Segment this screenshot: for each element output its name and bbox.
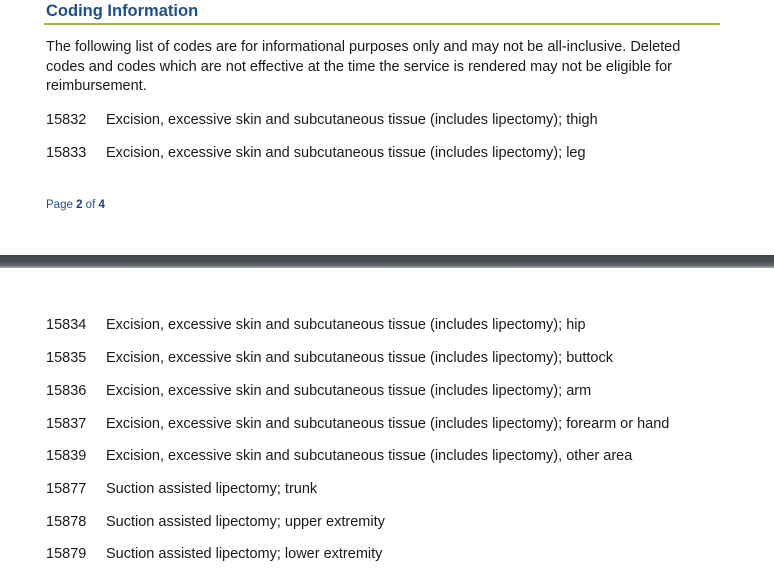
code-description: Excision, excessive skin and subcutaneous tissue (includes lipectomy); arm <box>106 383 592 399</box>
code-number: 15832 <box>46 112 87 128</box>
code-description: Excision, excessive skin and subcutaneous tissue (includes lipectomy); buttock <box>106 350 613 366</box>
page-number-footer <box>46 199 105 211</box>
code-number: 15835 <box>46 350 87 366</box>
code-number: 15879 <box>46 546 87 562</box>
of-label: of <box>85 199 96 211</box>
code-number: 15836 <box>46 383 87 399</box>
code-description: Suction assisted lipectomy; trunk <box>106 481 318 497</box>
code-description: Suction assisted lipectomy; upper extremity <box>106 514 385 530</box>
code-row <box>46 350 613 366</box>
code-row <box>46 112 598 128</box>
code-row <box>46 481 317 497</box>
code-number: 15834 <box>46 317 87 333</box>
code-description: Excision, excessive skin and subcutaneous tissue (includes lipectomy); leg <box>106 145 586 161</box>
code-number: 15837 <box>46 416 87 432</box>
total-page-number: 4 <box>98 199 105 211</box>
code-description: Excision, excessive skin and subcutaneous tissue (includes lipectomy); thigh <box>106 112 598 128</box>
code-row <box>46 416 669 432</box>
code-row <box>46 383 591 399</box>
code-row <box>46 145 586 161</box>
code-row <box>46 448 632 464</box>
code-row <box>46 317 586 333</box>
current-page-number: 2 <box>76 199 83 211</box>
title-divider <box>44 23 720 25</box>
page-break-divider <box>0 255 774 268</box>
code-number: 15878 <box>46 514 87 530</box>
intro-paragraph: The following list of codes are for informational purposes only and may not be all-inclusive. Deleted codes and codes which are not effective at the time the service is rendered may not be eligible for reimbursement. <box>46 39 681 94</box>
code-row <box>46 546 382 562</box>
code-number: 15833 <box>46 145 87 161</box>
code-description: Suction assisted lipectomy; lower extremity <box>106 546 383 562</box>
code-number: 15839 <box>46 448 87 464</box>
code-description: Excision, excessive skin and subcutaneous tissue (includes lipectomy); forearm or hand <box>106 416 670 432</box>
section-title: Coding Information <box>46 2 199 20</box>
code-row <box>46 514 385 530</box>
code-description: Excision, excessive skin and subcutaneous tissue (includes lipectomy), other area <box>106 448 633 464</box>
code-number: 15877 <box>46 481 87 497</box>
page-label: Page <box>46 199 73 211</box>
code-description: Excision, excessive skin and subcutaneous tissue (includes lipectomy); hip <box>106 317 586 333</box>
